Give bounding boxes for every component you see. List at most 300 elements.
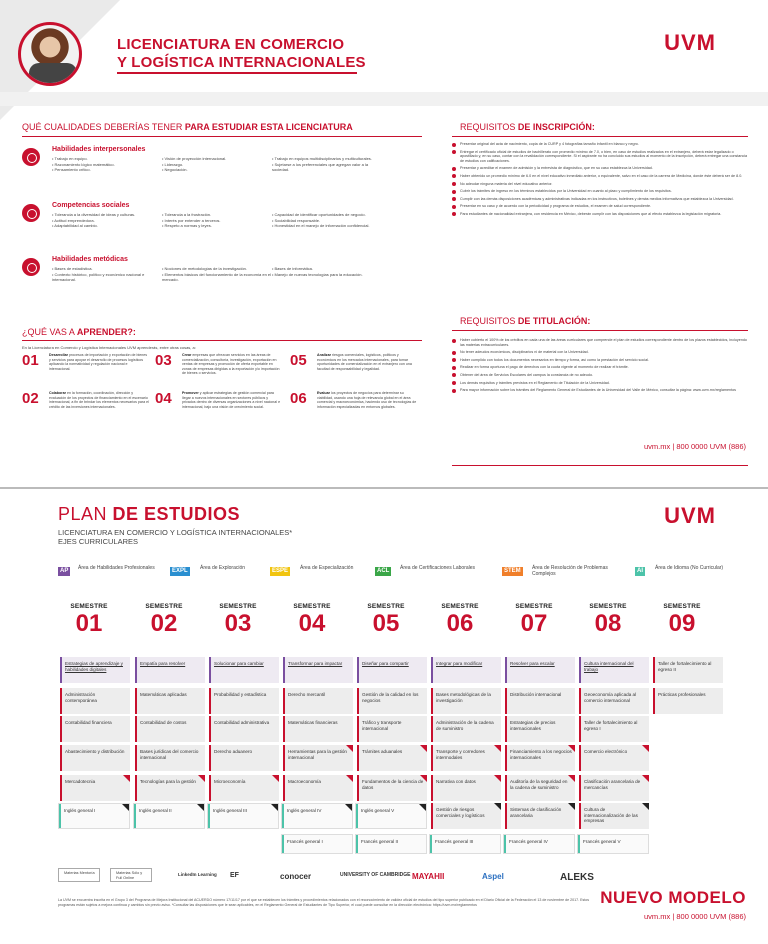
curricular-axis-legend bbox=[375, 565, 485, 583]
course-name: Resolver para escalar bbox=[510, 661, 555, 666]
course-name: Matemáticas financieras bbox=[288, 720, 338, 725]
quality-icon bbox=[22, 204, 40, 222]
learn-verb: Analizar bbox=[317, 353, 331, 357]
quality-column bbox=[52, 156, 162, 173]
inscripcion-requirement: No adeudar ninguna materia del nivel educativo anterior. bbox=[452, 182, 748, 187]
titulacion-list bbox=[452, 338, 748, 396]
learn-heading-bold: APRENDER?: bbox=[76, 327, 136, 337]
course-card[interactable] bbox=[207, 657, 279, 683]
course-corner-marker bbox=[419, 804, 426, 811]
inscripcion-list bbox=[452, 142, 748, 220]
course-card[interactable] bbox=[281, 803, 353, 829]
footer-contact-top[interactable]: uvm.mx | 800 0000 UVM (886) bbox=[644, 442, 746, 451]
qualities-heading bbox=[22, 122, 353, 132]
semester-label: SEMESTRE bbox=[663, 603, 701, 610]
course-card[interactable] bbox=[577, 716, 649, 742]
course-card[interactable] bbox=[503, 775, 575, 801]
course-card[interactable] bbox=[207, 716, 279, 742]
course-card[interactable] bbox=[429, 657, 501, 683]
course-card[interactable] bbox=[207, 803, 279, 829]
partner-logo: Aspel bbox=[482, 872, 504, 881]
course-card[interactable] bbox=[429, 834, 501, 854]
course-corner-marker bbox=[642, 803, 649, 810]
mentoria-legend-label: Materias Mentoría bbox=[64, 871, 95, 875]
titulacion-requirement: Obtener del área de Servicios Escolares del campus la constancia de no adeudo. bbox=[452, 373, 748, 378]
course-axis-bar bbox=[282, 835, 284, 853]
course-card[interactable] bbox=[58, 688, 130, 714]
semester-number: 05 bbox=[372, 610, 400, 637]
course-axis-bar bbox=[431, 716, 433, 742]
course-corner-marker bbox=[272, 775, 279, 782]
qualities-heading-plain: QUÉ CUALIDADES DEBERÍAS TENER bbox=[22, 122, 183, 132]
page-divider bbox=[0, 487, 768, 489]
course-name: Fundamentos de la ciencia de datos bbox=[362, 779, 424, 790]
titulacion-requirement: Los demás requisitos y trámites previstos en el Reglamento de Titulación de la Universidad. bbox=[452, 381, 748, 386]
inscripcion-requirement: Presentar original del acta de nacimiento, copia de la CURP y 4 fotografías tamaño infantil en blanco y negro. bbox=[452, 142, 748, 147]
course-card[interactable] bbox=[58, 657, 130, 683]
course-name: Probabilidad y estadística bbox=[214, 692, 267, 697]
axis-code-badge: STEM bbox=[504, 568, 521, 574]
course-axis-bar bbox=[357, 775, 359, 801]
curricular-axis-legend bbox=[502, 565, 612, 583]
course-corner-marker bbox=[420, 775, 427, 782]
curricular-axis-legend bbox=[58, 565, 168, 583]
learn-item bbox=[290, 390, 418, 420]
axis-label: Área de Habilidades Profesionales bbox=[78, 565, 155, 571]
qualities-heading-bold: PARA ESTUDIAR ESTA LICENCIATURA bbox=[184, 122, 353, 132]
course-name: Auditoría de la seguridad en la cadena de suministro bbox=[510, 779, 568, 790]
course-corner-marker bbox=[494, 775, 501, 782]
course-axis-bar bbox=[579, 657, 581, 683]
course-name: Sistemas de clasificación arancelaria bbox=[510, 807, 562, 818]
learn-text bbox=[317, 353, 417, 371]
learn-number: 03 bbox=[155, 352, 172, 369]
curricular-axis-legend bbox=[170, 565, 280, 583]
learn-heading bbox=[22, 327, 136, 337]
course-card[interactable] bbox=[207, 775, 279, 801]
title-underline bbox=[117, 72, 357, 74]
inscripcion-requirement: Presentar y acreditar el examen de admisión y la entrevista de diagnóstico, que en su caso establezca la Universidad. bbox=[452, 166, 748, 171]
learn-verb: Crear bbox=[182, 353, 192, 357]
quality-item: • Tolerancia a la frustración. bbox=[162, 212, 272, 218]
course-card[interactable] bbox=[429, 745, 501, 771]
course-card[interactable] bbox=[58, 716, 130, 742]
semester-header bbox=[129, 603, 199, 638]
learn-text bbox=[49, 391, 149, 409]
course-card[interactable] bbox=[503, 688, 575, 714]
partner-logo: MAYAHII bbox=[412, 872, 445, 881]
semester-header bbox=[647, 603, 717, 638]
course-card[interactable] bbox=[503, 834, 575, 854]
course-axis-bar bbox=[431, 688, 433, 714]
inscripcion-requirement: Cumplir con las demás disposiciones académicas y administrativas indicadas en los instructivos, boletines y demás medios informativos que establezca la Universidad. bbox=[452, 197, 748, 202]
quality-column bbox=[52, 266, 162, 283]
quality-column bbox=[272, 156, 382, 173]
nuevo-modelo-logo: NUEVO MODELO bbox=[600, 888, 746, 907]
course-corner-marker bbox=[346, 745, 353, 752]
course-corner-marker bbox=[122, 804, 129, 811]
learn-text bbox=[49, 353, 149, 371]
learn-number: 01 bbox=[22, 352, 39, 369]
course-card[interactable] bbox=[207, 745, 279, 771]
online-legend bbox=[110, 868, 152, 882]
plan-title bbox=[58, 504, 240, 525]
semester-header bbox=[54, 603, 124, 638]
quality-item: • Capacidad de identificar oportunidades de negocio. bbox=[272, 212, 382, 218]
course-name: Clasificación arancelaria de mercancías bbox=[584, 779, 641, 790]
course-axis-bar bbox=[356, 804, 358, 828]
course-axis-bar bbox=[60, 745, 62, 771]
course-name: Mercadotecnia bbox=[65, 779, 96, 784]
semester-label: SEMESTRE bbox=[589, 603, 627, 610]
student-photo bbox=[18, 22, 82, 86]
titulacion-requirement: Realizar en forma oportuna el pago de derechos con la cuota vigente al momento de realizar el trámite. bbox=[452, 365, 748, 370]
course-axis-bar bbox=[209, 688, 211, 714]
course-card[interactable] bbox=[133, 657, 205, 683]
semester-header bbox=[573, 603, 643, 638]
inscripcion-heading-bold: DE INSCRIPCIÓN: bbox=[517, 122, 595, 132]
course-card[interactable] bbox=[281, 716, 353, 742]
course-corner-marker bbox=[345, 804, 352, 811]
course-name: Abastecimiento y distribución bbox=[65, 749, 125, 754]
course-name: Matemáticas aplicadas bbox=[140, 692, 187, 697]
axis-label: Área de Idioma (No Curricular) bbox=[655, 565, 724, 571]
course-card[interactable] bbox=[58, 775, 130, 801]
course-name: Transporte y corredores intermodales bbox=[436, 749, 485, 760]
course-card[interactable] bbox=[429, 716, 501, 742]
course-name: Narrativa con datos bbox=[436, 779, 476, 784]
footer-contact-bottom[interactable]: uvm.mx | 800 0000 UVM (886) bbox=[644, 912, 746, 921]
course-card[interactable] bbox=[577, 745, 649, 771]
semester-header bbox=[277, 603, 347, 638]
semester-number: 03 bbox=[224, 610, 252, 637]
semester-number: 02 bbox=[150, 610, 178, 637]
online-legend-label: Materias Sólo y Full Online bbox=[116, 871, 143, 880]
course-card[interactable] bbox=[133, 775, 205, 801]
quality-column bbox=[52, 212, 162, 229]
title-line-1: LICENCIATURA EN COMERCIO bbox=[117, 36, 345, 53]
learn-item bbox=[22, 352, 150, 382]
titulacion-requirement: Haber cumplido con todos los documentos necesarios en tiempo y forma, así como la prestación del servicio social. bbox=[452, 358, 748, 363]
course-name: Taller de fortalecimiento al egreso II bbox=[658, 661, 712, 672]
course-name: Derecho mercantil bbox=[288, 692, 326, 697]
course-card[interactable] bbox=[133, 745, 205, 771]
mentoria-legend bbox=[58, 868, 100, 882]
course-corner-marker bbox=[494, 803, 501, 810]
course-name: Contabilidad administrativa bbox=[214, 720, 270, 725]
inscripcion-requirement: Presentar en su caso y de acuerdo con la periodicidad y programa de estudios, el examen de salud correspondiente. bbox=[452, 204, 748, 209]
curricular-axis-legend bbox=[635, 565, 745, 583]
quality-column bbox=[162, 156, 272, 173]
course-axis-bar bbox=[282, 804, 284, 828]
course-axis-bar bbox=[431, 657, 433, 683]
inscripcion-rule bbox=[452, 136, 748, 137]
quality-item: • Liderazgo. bbox=[162, 162, 272, 168]
curricular-axis-legend bbox=[270, 565, 380, 583]
semester-label: SEMESTRE bbox=[441, 603, 479, 610]
semester-header bbox=[351, 603, 421, 638]
course-name: Cultura internacional del trabajo bbox=[584, 661, 634, 672]
course-corner-marker bbox=[123, 775, 130, 782]
inscripcion-requirement: Entregar el certificado oficial de estudios de bachillerato con promedio mínimo de 7.0, o bien, en caso de estudios realizados en el extranjero, deberá estar legalizado o apostillado y, en su caso, contar con la revalidación correspondiente. Si el aspirante no ha concluido sus estudios al momento de la inscripción, deberá entregar una constancia de estudios con calificaciones. bbox=[452, 150, 748, 164]
course-name: Bases metodológicas de la investigación bbox=[436, 692, 491, 703]
plan-subtitle bbox=[58, 528, 292, 546]
header bbox=[0, 0, 768, 92]
partner-logo: ALEKS bbox=[560, 872, 594, 883]
inscripcion-heading bbox=[460, 122, 595, 132]
course-name: Inglés general I bbox=[64, 808, 96, 813]
axis-label: Área de Especialización bbox=[300, 565, 354, 571]
course-card[interactable] bbox=[133, 716, 205, 742]
course-axis-bar bbox=[431, 745, 433, 771]
course-card[interactable] bbox=[281, 834, 353, 854]
course-corner-marker bbox=[197, 804, 204, 811]
qualities-rule bbox=[22, 136, 422, 137]
titulacion-requirement: Para mayor información sobre los trámites del Reglamento General de Estudiantes de la Universidad del Valle de México, consultar la página: www.uvm.mx/reglamentos bbox=[452, 388, 748, 393]
semester-label: SEMESTRE bbox=[145, 603, 183, 610]
plan-title-bold: DE ESTUDIOS bbox=[112, 504, 241, 524]
course-name: Comercio electrónico bbox=[584, 749, 628, 754]
course-card[interactable] bbox=[355, 775, 427, 801]
course-card[interactable] bbox=[58, 745, 130, 771]
quality-item: • Visión de proyección internacional. bbox=[162, 156, 272, 162]
course-card[interactable] bbox=[503, 657, 575, 683]
course-card[interactable] bbox=[577, 775, 649, 801]
course-axis-bar bbox=[579, 716, 581, 742]
course-card[interactable] bbox=[503, 716, 575, 742]
learn-description: en la formación, coordinación, dirección y evaluación de los proyectos de financiamiento en el escenario internacional, a fin de brindar los elementos necesarios para el crédito de las inversiones internacionales. bbox=[49, 391, 149, 409]
course-axis-bar bbox=[653, 657, 655, 683]
quality-item: • Nociones de metodologías de la investigación. bbox=[162, 266, 272, 272]
course-corner-marker bbox=[198, 775, 205, 782]
course-axis-bar bbox=[135, 745, 137, 771]
course-card[interactable] bbox=[133, 803, 205, 829]
course-corner-marker bbox=[568, 745, 575, 752]
course-name: Trámites aduanales bbox=[362, 749, 403, 754]
uvm-logo-plan: UVM bbox=[664, 503, 716, 528]
course-name: Integrar para modificar bbox=[436, 661, 483, 666]
course-axis-bar bbox=[653, 688, 655, 714]
semester-label: SEMESTRE bbox=[293, 603, 331, 610]
course-axis-bar bbox=[431, 803, 433, 829]
course-card[interactable] bbox=[207, 688, 279, 714]
footer-top-rule bbox=[452, 465, 748, 466]
course-name: Contabilidad de costos bbox=[140, 720, 187, 725]
quality-title: Habilidades interpersonales bbox=[52, 146, 146, 153]
quality-item: • Actitud emprendedora. bbox=[52, 218, 162, 224]
learn-verb: Promover bbox=[182, 391, 199, 395]
semester-label: SEMESTRE bbox=[219, 603, 257, 610]
course-axis-bar bbox=[283, 716, 285, 742]
course-axis-bar bbox=[209, 716, 211, 742]
course-name: Francés general III bbox=[435, 839, 474, 844]
course-card[interactable] bbox=[577, 688, 649, 714]
course-axis-bar bbox=[283, 775, 285, 801]
learn-description: los proyectos de negocios para determinar su viabilidad, usando una hoja de relevancia global en el área comercial y macroeconómica, haciendo uso de tecnologías de información especializadas en entornos globales. bbox=[317, 391, 417, 409]
course-card[interactable] bbox=[355, 745, 427, 771]
learn-item bbox=[22, 390, 150, 420]
course-axis-bar bbox=[505, 803, 507, 829]
partner-logo: UNIVERSITY OF CAMBRIDGE bbox=[340, 872, 411, 878]
course-name: Francés general II bbox=[361, 839, 399, 844]
course-axis-bar bbox=[135, 716, 137, 742]
quality-item: • Sociabilidad responsable. bbox=[272, 218, 382, 224]
course-name: Microeconomía bbox=[214, 779, 246, 784]
course-corner-marker bbox=[568, 775, 575, 782]
course-axis-bar bbox=[60, 688, 62, 714]
course-name: Tráfico y transporte internacional bbox=[362, 720, 402, 731]
learn-item bbox=[155, 352, 283, 382]
axis-code-badge: AP bbox=[60, 568, 69, 574]
quality-icon bbox=[22, 148, 40, 166]
course-name: Bases jurídicas del comercio internacional bbox=[140, 749, 199, 760]
course-axis-bar bbox=[505, 657, 507, 683]
quality-item: • Pensamiento crítico. bbox=[52, 167, 162, 173]
course-axis-bar bbox=[209, 745, 211, 771]
course-axis-bar bbox=[505, 745, 507, 771]
course-card[interactable] bbox=[355, 657, 427, 683]
quality-item: • Trabajo en equipo. bbox=[52, 156, 162, 162]
course-name: Estrategias de precios internacionales bbox=[510, 720, 556, 731]
course-card[interactable] bbox=[429, 803, 501, 829]
course-name: Francés general I bbox=[287, 839, 323, 844]
semester-header bbox=[425, 603, 495, 638]
partner-logo: EF bbox=[230, 872, 239, 879]
course-corner-marker bbox=[568, 803, 575, 810]
course-card[interactable] bbox=[577, 657, 649, 683]
course-axis-bar bbox=[579, 745, 581, 771]
course-card[interactable] bbox=[281, 775, 353, 801]
learn-item bbox=[155, 390, 283, 420]
course-axis-bar bbox=[60, 657, 62, 683]
course-corner-marker bbox=[642, 775, 649, 782]
course-card[interactable] bbox=[355, 688, 427, 714]
course-name: Gestión de riesgos comerciales y logísticos bbox=[436, 807, 485, 818]
course-name: Inglés general III bbox=[213, 808, 247, 813]
inscripcion-requirement: Haber obtenido un promedio mínimo de 6.0 en el nivel educativo inmediato anterior, o equivalente, salvo en el caso de la carrera de Medicina, donde éste deberá ser de 8.0. bbox=[452, 174, 748, 179]
learn-text bbox=[317, 391, 417, 409]
uvm-logo: UVM bbox=[664, 30, 716, 55]
inscripcion-requirement: Para estudiantes de nacionalidad extranjera, con residencia en México, deberán cumplir con las disposiciones que al efecto establezca la legislación migratoria. bbox=[452, 212, 748, 217]
quality-column bbox=[162, 266, 272, 283]
titulacion-heading-plain: REQUISITOS bbox=[460, 316, 516, 326]
course-card[interactable] bbox=[429, 688, 501, 714]
learn-verb: Colaborar bbox=[49, 391, 66, 395]
learn-text bbox=[182, 391, 282, 409]
course-name: Administración contemporánea bbox=[65, 692, 97, 703]
course-name: Financiamiento a los negocios internacionales bbox=[510, 749, 572, 760]
quality-item: • Razonamiento lógico matemático. bbox=[52, 162, 162, 168]
course-axis-bar bbox=[430, 835, 432, 853]
plan-subtitle-program: LICENCIATURA EN COMERCIO Y LOGÍSTICA INTERNACIONALES* bbox=[58, 528, 293, 537]
axis-code-badge: AI bbox=[637, 568, 643, 574]
quality-item: • Adaptabilidad al cambio. bbox=[52, 223, 162, 229]
quality-item: • Elementos básicos del funcionamiento de la economía en el mercado. bbox=[162, 272, 272, 283]
learn-description: riesgos comerciales, logísticos, políticos y económicos en los mercados internacionales, para tomar oportunidades de comercialización en el extranjero con una facultad de responsabilidad y legalidad. bbox=[317, 353, 412, 371]
learn-description: procesos de importación y exportación de bienes y servicios para apoyar el desarrollo de procesos logísticos aplicando la normatividad y regulación nacional e internacional. bbox=[49, 353, 148, 371]
course-name: Solucionar para cambiar bbox=[214, 661, 264, 666]
course-corner-marker bbox=[346, 775, 353, 782]
titulacion-heading-bold: DE TITULACIÓN: bbox=[517, 316, 591, 326]
course-corner-marker bbox=[420, 745, 427, 752]
course-name: Herramientas para la gestión internacional bbox=[288, 749, 347, 760]
course-name: Gestión de la calidad en los negocios bbox=[362, 692, 419, 703]
inscripcion-heading-plain: REQUISITOS bbox=[460, 122, 516, 132]
course-name: Transformar para impactar bbox=[288, 661, 343, 666]
partner-logo: conocer bbox=[280, 872, 312, 881]
learn-number: 02 bbox=[22, 390, 39, 407]
course-axis-bar bbox=[357, 745, 359, 771]
course-name: Taller de fortalecimiento al egreso I bbox=[584, 720, 638, 731]
course-name: Prácticas profesionales bbox=[658, 692, 706, 697]
course-card[interactable] bbox=[58, 803, 130, 829]
course-card[interactable] bbox=[133, 688, 205, 714]
course-name: Tecnologías para la gestión bbox=[140, 779, 196, 784]
course-axis-bar bbox=[357, 688, 359, 714]
course-card[interactable] bbox=[577, 834, 649, 854]
course-card[interactable] bbox=[651, 688, 723, 714]
semester-number: 01 bbox=[75, 610, 103, 637]
course-card[interactable] bbox=[355, 834, 427, 854]
quality-item: • Bases de informática. bbox=[272, 266, 382, 272]
axis-code-badge: ESPE bbox=[272, 568, 289, 574]
quality-item: • Trabajo en equipos multidisciplinarios y multiculturales. bbox=[272, 156, 382, 162]
course-axis-bar bbox=[504, 835, 506, 853]
course-card[interactable] bbox=[281, 688, 353, 714]
course-axis-bar bbox=[135, 688, 137, 714]
titulacion-heading bbox=[460, 316, 590, 326]
course-card[interactable] bbox=[355, 803, 427, 829]
quality-item: • Interés por entender a terceros. bbox=[162, 218, 272, 224]
course-card[interactable] bbox=[355, 716, 427, 742]
quality-column bbox=[272, 212, 382, 229]
course-axis-bar bbox=[357, 716, 359, 742]
semester-number: 07 bbox=[520, 610, 548, 637]
quality-item: • Honestidad en el manejo de información confidencial. bbox=[272, 223, 382, 229]
course-name: Francés general V bbox=[583, 839, 621, 844]
course-name: Inglés general II bbox=[139, 808, 172, 813]
axis-label: Área de Exploración bbox=[200, 565, 246, 571]
course-card[interactable] bbox=[577, 803, 649, 829]
course-name: Empatía para resolver bbox=[140, 661, 186, 666]
course-name: Estrategias de aprendizaje y habilidades digitales bbox=[65, 661, 123, 672]
partner-logo: LinkedIn Learning bbox=[178, 872, 217, 877]
course-card[interactable] bbox=[281, 657, 353, 683]
quality-item: • Negociación. bbox=[162, 167, 272, 173]
course-card[interactable] bbox=[503, 803, 575, 829]
semester-label: SEMESTRE bbox=[70, 603, 108, 610]
learn-number: 05 bbox=[290, 352, 307, 369]
course-card[interactable] bbox=[429, 775, 501, 801]
course-name: Distribución internacional bbox=[510, 692, 562, 697]
course-axis-bar bbox=[579, 803, 581, 829]
learn-description: y aplicar estrategias de gestión comercial para llegar a nuevos internacionales en sectores públicos y privados dentro de diversas organizaciones a nivel nacional e internacional, bajo una visión de crecimiento social. bbox=[182, 391, 281, 409]
semester-header bbox=[499, 603, 569, 638]
course-card[interactable] bbox=[281, 745, 353, 771]
semester-label: SEMESTRE bbox=[367, 603, 405, 610]
course-name: Cultura de internacionalización de las empresas bbox=[584, 807, 638, 824]
quality-column bbox=[272, 266, 382, 277]
course-corner-marker bbox=[494, 745, 501, 752]
course-card[interactable] bbox=[503, 745, 575, 771]
inscripcion-requirement: Cubrir los trámites de ingreso en los términos establecidos por la Universidad en cuanto al plazo y cumplimiento de los requisitos. bbox=[452, 189, 748, 194]
course-card[interactable] bbox=[651, 657, 723, 683]
axis-label: Área de Certificaciones Laborales bbox=[400, 565, 476, 571]
course-axis-bar bbox=[505, 688, 507, 714]
course-axis-bar bbox=[208, 804, 210, 828]
course-name: Geoeconomía aplicada al comercio internacional bbox=[584, 692, 637, 703]
axis-label: Área de Resolución de Problemas Complejos bbox=[532, 565, 608, 577]
